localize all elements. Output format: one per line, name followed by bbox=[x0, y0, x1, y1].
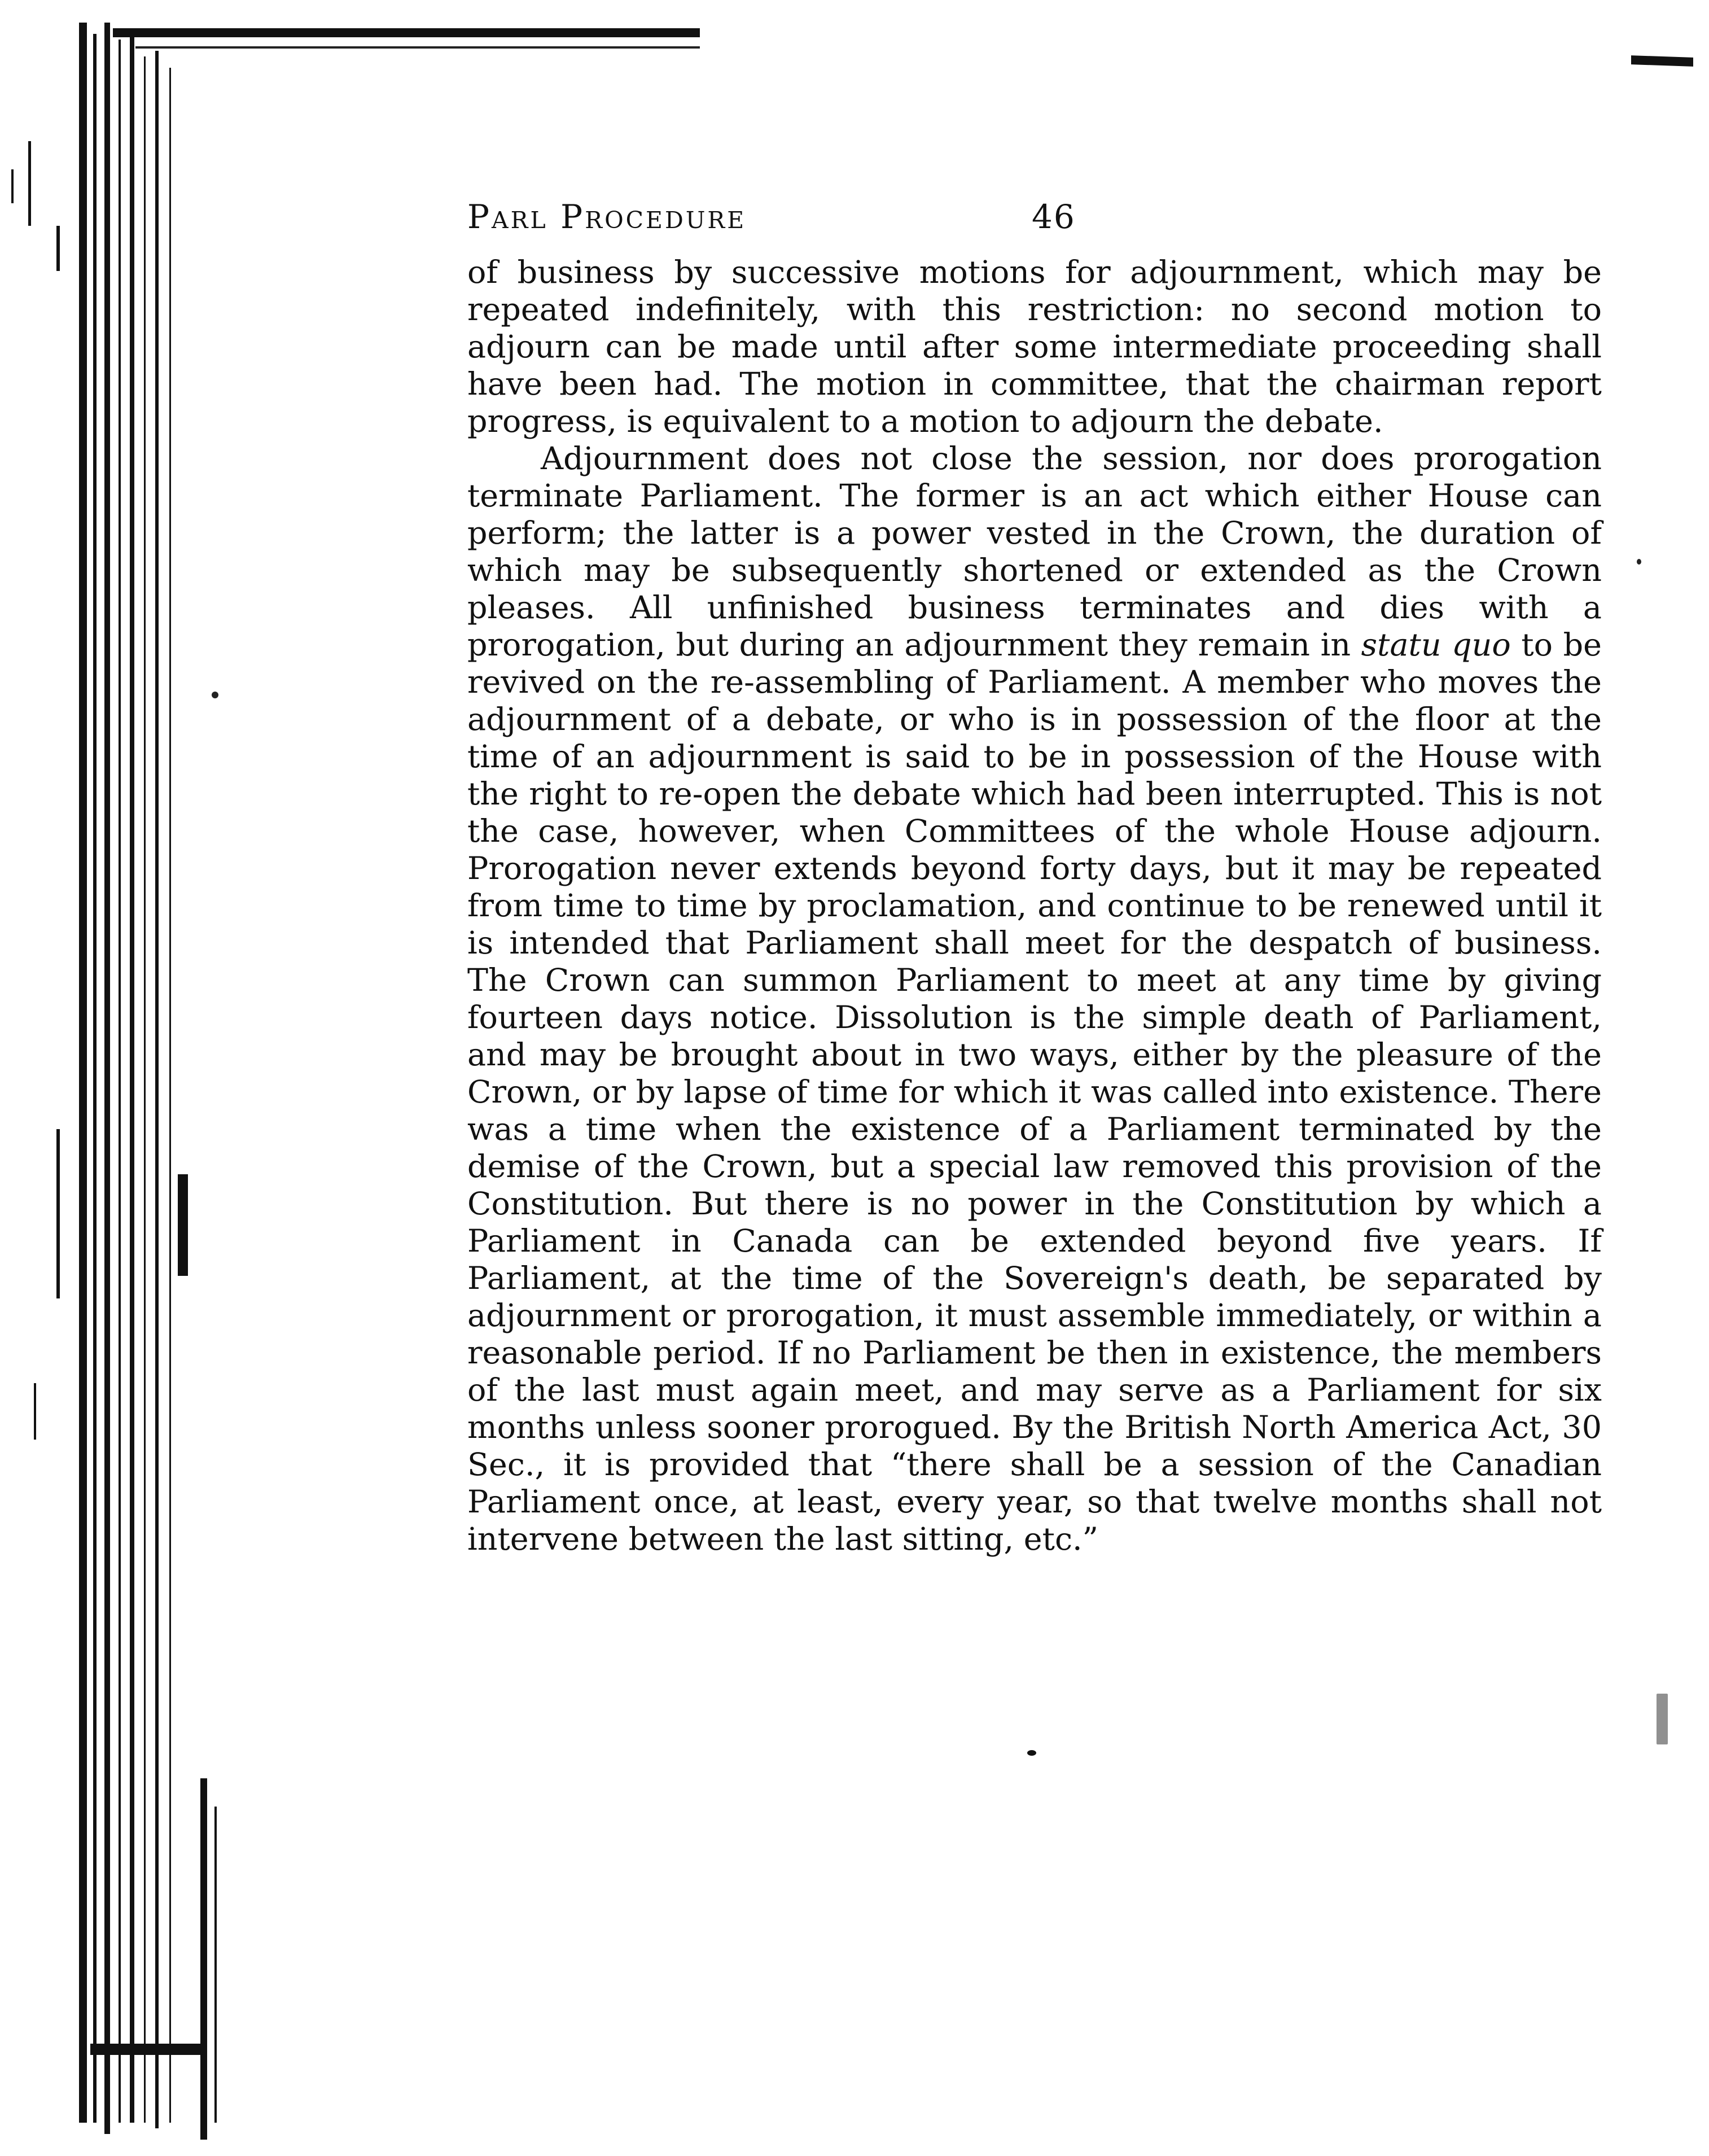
page-number: 46 bbox=[1032, 198, 1076, 236]
paragraph-text: Adjournment does not close the session, nor does prorogation terminate Parliament. The former is an act which either House can perform; the latter is a power vested in the Crown, the duration of which may be subsequently shortened or extended as the Crown pleases. All unfinished business terminates and dies with a prorogation, but during an adjournment they remain in bbox=[467, 440, 1602, 663]
scan-speck bbox=[1657, 1694, 1668, 1744]
scan-speck bbox=[1027, 1750, 1036, 1756]
running-head-title: Parl Procedure bbox=[467, 198, 747, 236]
scan-speck bbox=[1637, 559, 1641, 565]
page bbox=[467, 192, 1602, 1558]
paragraph bbox=[467, 440, 1602, 1558]
running-head bbox=[467, 192, 1602, 243]
corner-scan-mark bbox=[1631, 55, 1693, 67]
paragraph-text: to be revived on the re-assembling of Parliament. A member who moves the adjournment of a debate, or who is in possession of the floor at the time of an adjournment is said to be in possession of the House with the right to re-open the debate which had been interrupted. This is not the case, however, when Committees of the whole House adjourn. Prorogation never extends beyond forty days, but it may be repeated from time to time by proclamation, and continue to be renewed until it is intended that Parliament shall meet for the despatch of business. The Crown can summon Parliament to meet at any time by giving fourteen days notice. Dissolution is the simple death of Parliament, and may be brought about in two ways, either by the pleasure of the Crown, or by lapse of time for which it was called into existence. There was a time when the existence of a Parliament terminated by the demise of the Crown, but a special law removed this provision of the Constitution. But there is no power in the Constitution by which a Parliament in Canada can be extended beyond five years. If Parliament, at the time of the Sovereign's death, be separated by adjournment or prorogation, it must assemble immediately, or within a reasonable period. If no Parliament be then in existence, the members of the last must again meet, and may serve as a Parliament for six months unless sooner prorogued. By the British North America Act, 30 Sec., it is provided that “there shall be a session of the Canadian Parliament once, at least, every year, so that twelve months shall not intervene between the last sitting, etc.” bbox=[467, 627, 1602, 1558]
body-text bbox=[467, 254, 1602, 1558]
binding-edge bbox=[0, 0, 237, 2156]
scan-speck bbox=[212, 692, 218, 698]
paragraph: of business by successive motions for adjournment, which may be repeated indefinitely, with this restriction: no second motion to adjourn can be made until after some intermediate proceeding shall have been had. The motion in committee, that the chairman report progress, is equivalent to a motion to adjourn the debate. bbox=[467, 254, 1602, 440]
top-scan-rule-thin bbox=[135, 46, 700, 49]
top-scan-rule bbox=[113, 28, 700, 37]
italic-phrase: statu quo bbox=[1361, 627, 1511, 663]
